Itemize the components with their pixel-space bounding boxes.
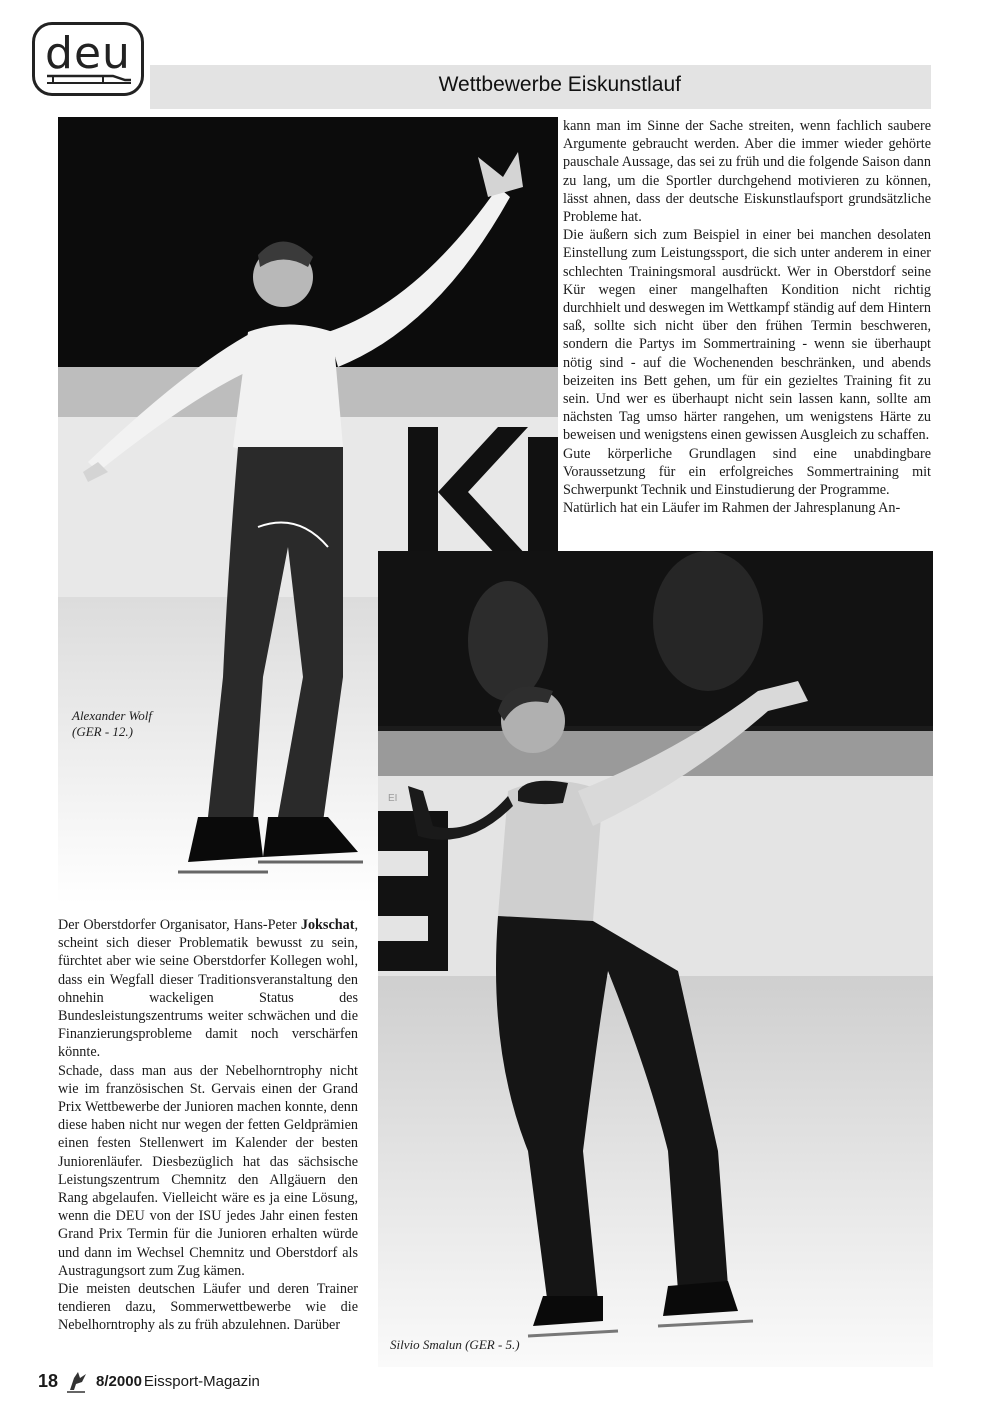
text-run: , scheint sich dieser Problematik bewusst zu sein, fürchtet aber wie seine Oberstdorfer Kollegen wohl, dass ein Wegfall dieser Traditionsveranstaltung den ohnehin wackeligen Status des Bundesleistungszentrums weiter schwächen und die Finanzierungsprobleme damit noch verschärfen könnte. bbox=[58, 917, 358, 1061]
bold-name: Jokschat bbox=[300, 917, 355, 933]
paragraph: kann man im Sinne der Sache streiten, wenn fachlich saubere Argumente gebraucht werden. Aber die immer wieder gehörte pauschale Aussage, das sei zu früh und die folgende Saison dann zu lang, um die Sportler durchgehend motivieren zu können, lässt ahnen, dass der deutsche Eiskunstlaufsport grundsätzliche Probleme hat. bbox=[563, 118, 931, 226]
rink-sign-text: EI bbox=[388, 793, 398, 804]
page-footer bbox=[38, 1368, 260, 1394]
text-run: Der Oberstdorfer Organisator, Hans-Peter bbox=[58, 917, 301, 933]
paragraph bbox=[58, 916, 358, 1062]
photo-caption-wolf bbox=[72, 708, 152, 740]
paragraph: Natürlich hat ein Läufer im Rahmen der Jahresplanung An- bbox=[563, 500, 901, 517]
skater-logo-icon bbox=[64, 1368, 90, 1394]
section-header-bar bbox=[150, 65, 931, 109]
paragraph: Gute körperliche Grundlagen sind eine unabdingbare Voraussetzung für ein erfolgreiches Sommertraining mit Schwerpunkt Technik und Einstudierung der Programme. bbox=[563, 445, 931, 499]
logo-text: deu bbox=[45, 28, 131, 79]
paragraph: Die äußern sich zum Beispiel in einer bei manchen desolaten Einstellung zum Leistungssport, die sich unter anderem in einer schlechten Trainingsmoral ausdrückt. Wer in Oberstdorf seine Kür wegen einer mangelhaften Kondition nicht richtig durchhielt und deswegen im Wettkampf ständig auf dem Hintern saß, sollte sich nicht über den frühen Termin beschweren, sondern die Partys im Sommertraining - wenn sie überhaupt nötig sind - auf die Wochenenden beschränken, und abends beizeiten ins Bett gehen, um für ein gezieltes Training fit zu sein. Und wer es überhaupt nicht sein lassen kann, sollte am nächsten Tag umso härter rangehen, um wenigstens Härte zu beweisen und wenigstens einen gewissen Ausgleich zu schaffen. bbox=[563, 227, 931, 444]
paragraph: Schade, dass man aus der Nebelhorntrophy nicht wie im französischen St. Gervais einen der Grand Prix Wettbewerbe der Junioren machen konnte, denn diese haben nicht nur wegen der fetten Geldprämien einen festen Stellenwert im Kalender der besten Juniorenläufer. Diesbezüglich hat das sächsische Leistungszentrum Chemnitz den Allgäuern den Rang abgelaufen. Vielleicht wäre es ja eine Lösung, wenn die DEU von der ISU jedes Jahr einen festen Grand Prix Termin für die Junioren erhalten würde und dann im Wechsel Chemnitz und Oberstdorf als Austragungsort zum Zug kämen. bbox=[58, 1062, 358, 1279]
caption-name: Alexander Wolf bbox=[72, 708, 153, 723]
caption-placement: (GER - 12.) bbox=[72, 724, 134, 739]
photo-silvio-smalun bbox=[378, 551, 933, 1367]
rink-sign-text: K bbox=[418, 409, 425, 420]
article-column-right bbox=[563, 117, 931, 517]
issue-number: 8/2000 bbox=[96, 1372, 142, 1390]
page-number: 18 bbox=[38, 1370, 59, 1391]
skate-blade-icon bbox=[43, 73, 135, 87]
article-column-left bbox=[58, 916, 358, 1335]
photo-caption-smalun: Silvio Smalun (GER - 5.) bbox=[390, 1337, 520, 1352]
section-title: Wettbewerbe Eiskunstlauf bbox=[438, 73, 681, 96]
magazine-name: Eissport-Magazin bbox=[143, 1372, 260, 1390]
deu-logo bbox=[32, 22, 144, 96]
paragraph: Die meisten deutschen Läufer und deren Trainer tendieren dazu, Sommerwettbewerbe wie die Nebelhorntrophy als zu früh abzulehnen. Darüber bbox=[58, 1281, 358, 1334]
